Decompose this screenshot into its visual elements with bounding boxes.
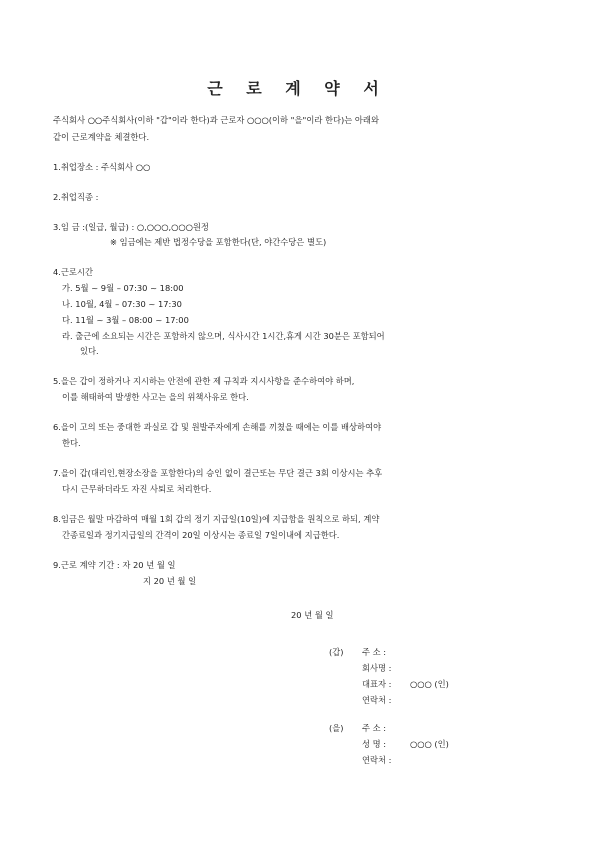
party-b-name-value: ○○○ (인)	[410, 739, 449, 749]
clause-4-item-d-line-1: 라. 출근에 소요되는 시간은 포함하지 않으며, 식사시간 1시간,휴게 시간 30분은 포함되어	[62, 331, 385, 341]
clause-4-item-d-line-2: 있다.	[80, 346, 99, 356]
clause-3-wage: 3.임 금 :(일급, 월급) : ○,○○○,○○○원정	[53, 222, 209, 232]
clause-4-heading: 4.근로시간	[53, 267, 93, 277]
intro-line-1: 주식회사 ○○주식회사(이하 "갑"이라 한다)과 근로자 ○○○(이하 "을"이라 한다)는 아래와	[53, 115, 379, 125]
clause-2-job-type: 2.취업직종 :	[53, 192, 99, 202]
document-title: 근 로 계 약 서	[207, 79, 388, 98]
clause-6-line-2: 한다.	[62, 438, 81, 448]
clause-5-line-2: 이를 해태하여 발생한 사고는 을의 위책사유로 한다.	[62, 392, 249, 402]
party-b-address-label: 주 소 :	[362, 723, 387, 733]
clause-8-line-1: 8.임금은 월말 마감하여 매월 1회 갑의 정기 지급일(10일)에 지급함을 원칙으로 하되, 계약	[53, 514, 380, 524]
clause-5-line-1: 5.을은 갑이 정하거나 지시하는 안전에 관한 제 규칙과 지시사항을 준수하여야 하며,	[53, 376, 355, 386]
clause-4-item-c: 다. 11월 ~ 3월 – 08:00 ~ 17:00	[62, 315, 189, 325]
clause-9-period-end: 지 20 년 월 일	[143, 576, 197, 586]
party-a-contact-label: 연락처 :	[362, 695, 392, 705]
clause-7-line-2: 다시 근무하더라도 자진 사퇴로 처리한다.	[62, 484, 212, 494]
clause-3-note: ※ 임금에는 제반 법정수당을 포함한다(단, 야간수당은 별도)	[110, 237, 327, 247]
clause-9-period-start: 9.근로 계약 기간 : 자 20 년 월 일	[53, 560, 176, 570]
party-a-tag: (갑)	[329, 647, 344, 657]
intro-line-2: 같이 근로계약을 체결한다.	[53, 132, 150, 142]
clause-4-item-b: 나. 10월, 4월 – 07:30 ~ 17:30	[62, 299, 182, 309]
contract-date-line: 20 년 월 일	[291, 610, 334, 620]
clause-8-line-2: 간종료일과 정기지급일의 간격이 20일 이상시는 종료일 7일이내에 지급한다.	[62, 530, 340, 540]
clause-6-line-1: 6.을이 고의 또는 중대한 과실로 갑 및 원발주자에게 손해를 끼쳤을 때에는 이를 배상하여야	[53, 422, 382, 432]
party-b-tag: (을)	[329, 723, 344, 733]
clause-4-item-a: 가. 5월 ~ 9월 – 07:30 ~ 18:00	[62, 283, 184, 293]
party-a-representative-value: ○○○ (인)	[410, 679, 449, 689]
party-a-company-label: 회사명 :	[362, 663, 392, 673]
party-b-contact-label: 연락처 :	[362, 755, 392, 765]
party-a-address-label: 주 소 :	[362, 647, 387, 657]
clause-7-line-1: 7.을이 갑(대리인,현장소장을 포함한다)의 승인 없이 결근또는 무단 결근 3회 이상시는 추후	[53, 468, 383, 478]
party-a-representative-label: 대표자 :	[362, 679, 392, 689]
party-b-name-label: 성 명 :	[362, 739, 387, 749]
clause-1-workplace: 1.취업장소 : 주식회사 ○○	[53, 162, 151, 172]
